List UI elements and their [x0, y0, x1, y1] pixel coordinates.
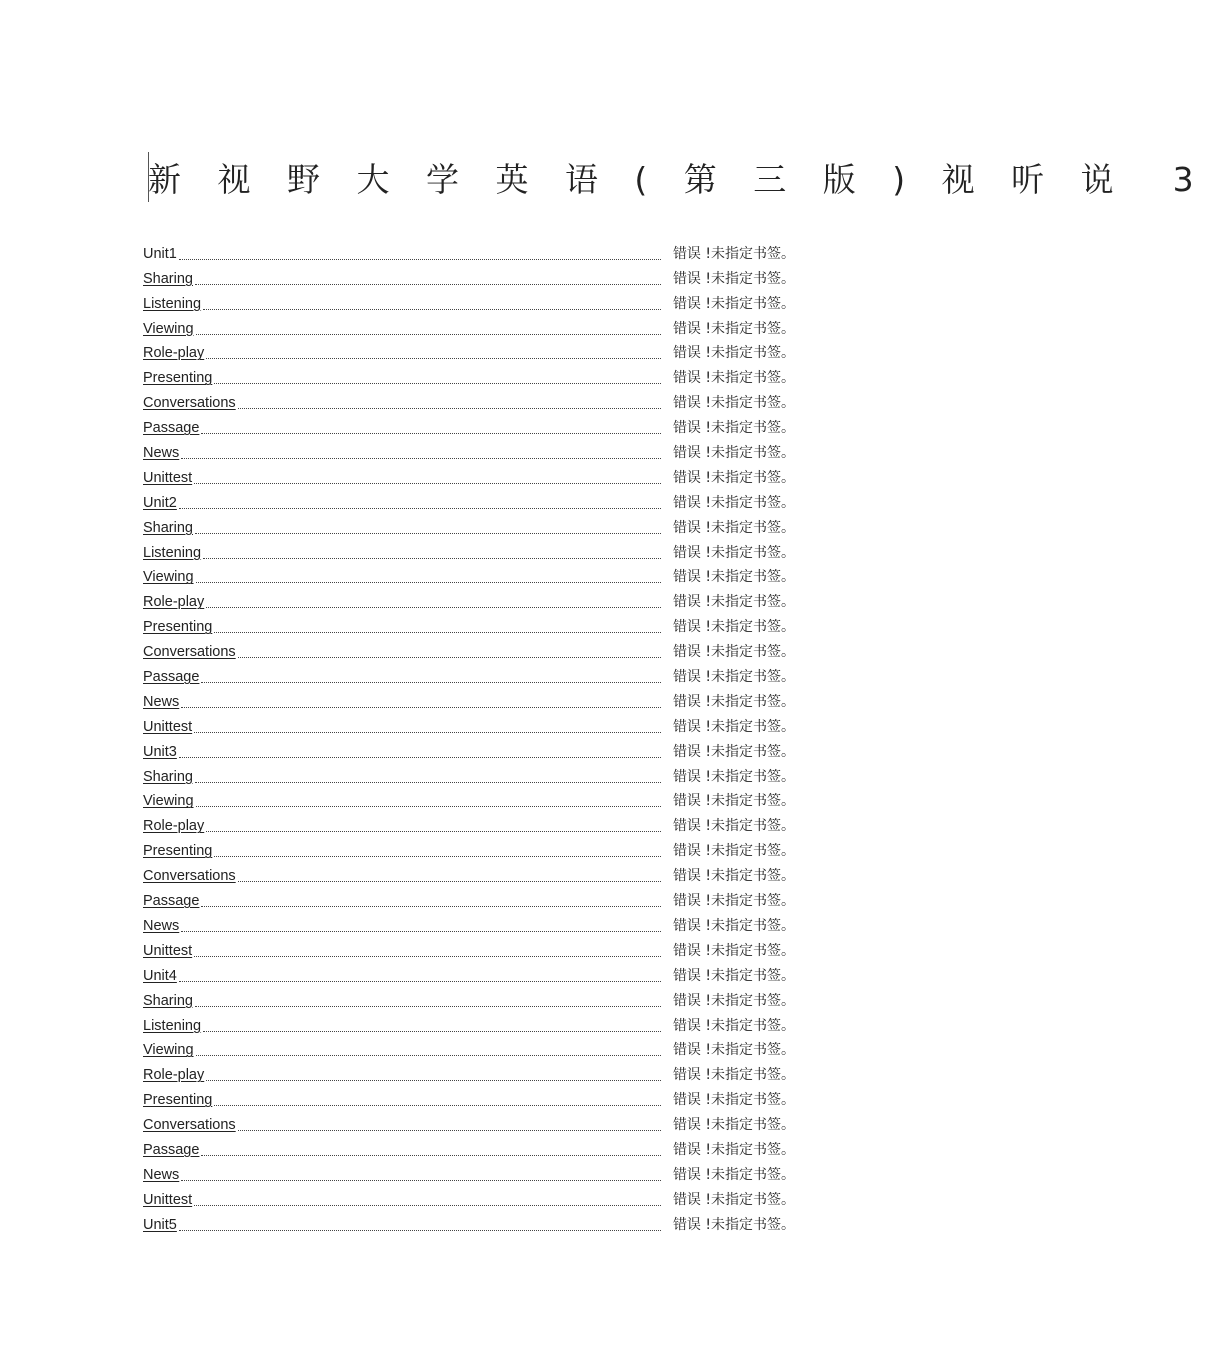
toc-entry[interactable]	[143, 1110, 795, 1135]
toc-entry-label[interactable]: Passage	[143, 669, 200, 686]
dot-leader	[194, 717, 661, 737]
toc-entry-page-ref: 错误 !未指定书签。	[672, 469, 795, 486]
dot-leader	[181, 692, 661, 712]
toc-entry[interactable]	[143, 687, 795, 712]
toc-entry-page-ref: 错误 !未指定书签。	[672, 644, 795, 661]
toc-entry-label[interactable]: Viewing	[143, 1042, 194, 1059]
toc-entry-label[interactable]: Passage	[143, 420, 200, 437]
dot-leader	[179, 966, 661, 986]
toc-entry-page-ref: 错误 !未指定书签。	[672, 917, 795, 934]
toc-entry-page-ref: 错误 !未指定书签。	[672, 992, 795, 1009]
toc-entry[interactable]	[143, 339, 795, 364]
toc-entry[interactable]	[143, 488, 795, 513]
dot-leader	[203, 1016, 661, 1036]
toc-entry[interactable]	[143, 936, 795, 961]
toc-entry-label[interactable]: Passage	[143, 1141, 200, 1158]
toc-entry[interactable]	[143, 1185, 795, 1210]
toc-entry-page-ref: 错误 !未指定书签。	[672, 868, 795, 885]
dot-leader	[203, 294, 661, 314]
toc-entry-page-ref: 错误 !未指定书签。	[672, 345, 795, 362]
dot-leader	[214, 617, 661, 637]
toc-entry-label[interactable]: Conversations	[143, 868, 236, 885]
toc-entry-page-ref: 错误 !未指定书签。	[672, 420, 795, 437]
toc-entry-label[interactable]: Unit4	[143, 967, 177, 984]
toc-entry-page-ref: 错误 !未指定书签。	[672, 942, 795, 959]
toc-entry[interactable]	[143, 563, 795, 588]
toc-entry-page-ref: 错误 !未指定书签。	[672, 245, 795, 262]
toc-entry[interactable]	[143, 587, 795, 612]
toc-entry-label[interactable]: Sharing	[143, 768, 193, 785]
toc-entry-label[interactable]: Listening	[143, 1017, 202, 1034]
toc-entry-page-ref: 错误 !未指定书签。	[672, 693, 795, 710]
toc-entry-page-ref: 错误 !未指定书签。	[672, 594, 795, 611]
toc-entry-label[interactable]: Unittest	[143, 469, 193, 486]
toc-entry[interactable]	[143, 413, 795, 438]
dot-leader	[238, 393, 661, 413]
dot-leader	[206, 343, 661, 363]
toc-entry-label[interactable]: News	[143, 917, 180, 934]
toc-entry-label[interactable]: Conversations	[143, 644, 236, 661]
toc-entry-page-ref: 错误 !未指定书签。	[672, 295, 795, 312]
toc-entry-label[interactable]: Unit3	[143, 743, 177, 760]
toc-entry-label[interactable]: Presenting	[143, 619, 213, 636]
toc-entry-page-ref: 错误 !未指定书签。	[672, 395, 795, 412]
toc-entry-page-ref: 错误 !未指定书签。	[672, 320, 795, 337]
toc-entry-label[interactable]: Unit2	[143, 494, 177, 511]
toc-entry-page-ref: 错误 !未指定书签。	[672, 669, 795, 686]
toc-entry-page-ref: 错误 !未指定书签。	[672, 768, 795, 785]
dot-leader	[194, 941, 661, 961]
dot-leader	[179, 244, 661, 264]
toc-entry-label[interactable]: Sharing	[143, 270, 193, 287]
dot-leader	[214, 1090, 661, 1110]
toc-entry[interactable]	[143, 911, 795, 936]
dot-leader	[195, 269, 661, 289]
toc-entry[interactable]	[143, 1036, 795, 1061]
toc-entry[interactable]	[143, 712, 795, 737]
toc-entry[interactable]	[143, 1060, 795, 1085]
toc-entry-label[interactable]: Role-play	[143, 345, 205, 362]
toc-entry-page-ref: 错误 !未指定书签。	[672, 893, 795, 910]
toc-entry[interactable]	[143, 1210, 795, 1235]
dot-leader	[201, 891, 661, 911]
toc-entry-page-ref: 错误 !未指定书签。	[672, 1117, 795, 1134]
dot-leader	[214, 841, 661, 861]
dot-leader	[206, 816, 661, 836]
toc-entry[interactable]	[143, 737, 795, 762]
toc-entry-label[interactable]: Listening	[143, 544, 202, 561]
toc-entry[interactable]	[143, 886, 795, 911]
dot-leader	[201, 667, 661, 687]
toc-entry-label: Unit1	[143, 245, 177, 262]
toc-entry-page-ref: 错误 !未指定书签。	[672, 445, 795, 462]
document-title: 新 视 野 大 学 英 语 ( 第 三 版 ) 视 听 说 3	[148, 160, 1207, 199]
dot-leader	[196, 319, 661, 339]
toc-entry[interactable]	[143, 538, 795, 563]
table-of-contents	[143, 239, 795, 1235]
toc-entry-label[interactable]: Conversations	[143, 395, 236, 412]
dot-leader	[179, 493, 661, 513]
dot-leader	[181, 916, 661, 936]
toc-entry-label[interactable]: Viewing	[143, 793, 194, 810]
toc-entry[interactable]	[143, 662, 795, 687]
toc-entry-page-ref: 错误 !未指定书签。	[672, 1166, 795, 1183]
dot-leader	[206, 592, 661, 612]
toc-entry-label[interactable]: Viewing	[143, 569, 194, 586]
toc-entry-page-ref: 错误 !未指定书签。	[672, 1191, 795, 1208]
toc-entry-label[interactable]: Conversations	[143, 1117, 236, 1134]
toc-entry-label[interactable]: Unittest	[143, 1191, 193, 1208]
toc-entry[interactable]	[143, 363, 795, 388]
toc-entry[interactable]	[143, 861, 795, 886]
toc-entry[interactable]	[143, 1085, 795, 1110]
toc-entry[interactable]	[143, 314, 795, 339]
toc-entry-label[interactable]: Unittest	[143, 942, 193, 959]
dot-leader	[181, 443, 661, 463]
toc-entry-label[interactable]: Role-play	[143, 594, 205, 611]
toc-entry[interactable]	[143, 811, 795, 836]
dot-leader	[196, 567, 661, 587]
toc-entry-label[interactable]: Viewing	[143, 320, 194, 337]
dot-leader	[206, 1065, 661, 1085]
toc-entry[interactable]	[143, 637, 795, 662]
dot-leader	[181, 1165, 661, 1185]
toc-entry-page-ref: 错误 !未指定书签。	[672, 718, 795, 735]
toc-entry-page-ref: 错误 !未指定书签。	[672, 843, 795, 860]
dot-leader	[201, 1140, 661, 1160]
toc-entry-label[interactable]: News	[143, 1166, 180, 1183]
toc-entry[interactable]	[143, 836, 795, 861]
toc-entry-page-ref: 错误 !未指定书签。	[672, 1017, 795, 1034]
toc-entry-page-ref: 错误 !未指定书签。	[672, 569, 795, 586]
dot-leader	[179, 1215, 661, 1235]
dot-leader	[238, 866, 661, 886]
toc-entry-label[interactable]: Presenting	[143, 370, 213, 387]
toc-entry-label[interactable]: Presenting	[143, 843, 213, 860]
toc-entry[interactable]	[143, 986, 795, 1011]
toc-entry-page-ref: 错误 !未指定书签。	[672, 1216, 795, 1233]
toc-entry[interactable]	[143, 612, 795, 637]
toc-entry-label[interactable]: Presenting	[143, 1092, 213, 1109]
toc-entry[interactable]	[143, 961, 795, 986]
toc-entry-label[interactable]: Unit5	[143, 1216, 177, 1233]
toc-entry-page-ref: 错误 !未指定书签。	[672, 1092, 795, 1109]
toc-entry-label[interactable]: Listening	[143, 295, 202, 312]
dot-leader	[195, 767, 661, 787]
toc-entry[interactable]	[143, 1160, 795, 1185]
toc-entry[interactable]	[143, 787, 795, 812]
toc-entry-label[interactable]: Role-play	[143, 1067, 205, 1084]
dot-leader	[179, 742, 661, 762]
toc-entry-label[interactable]: Role-play	[143, 818, 205, 835]
toc-entry-page-ref: 错误 !未指定书签。	[672, 818, 795, 835]
toc-entry-label[interactable]: Passage	[143, 893, 200, 910]
dot-leader	[194, 1190, 661, 1210]
toc-entry[interactable]	[143, 1011, 795, 1036]
dot-leader	[238, 1115, 661, 1135]
toc-entry-page-ref: 错误 !未指定书签。	[672, 519, 795, 536]
toc-entry[interactable]	[143, 463, 795, 488]
toc-entry-label[interactable]: News	[143, 445, 180, 462]
toc-entry-page-ref: 错误 !未指定书签。	[672, 544, 795, 561]
toc-entry-page-ref: 错误 !未指定书签。	[672, 1067, 795, 1084]
toc-entry-page-ref: 错误 !未指定书签。	[672, 370, 795, 387]
toc-entry-label[interactable]: Sharing	[143, 519, 193, 536]
toc-entry-page-ref: 错误 !未指定书签。	[672, 270, 795, 287]
toc-entry-page-ref: 错误 !未指定书签。	[672, 743, 795, 760]
toc-entry-page-ref: 错误 !未指定书签。	[672, 619, 795, 636]
dot-leader	[238, 642, 661, 662]
toc-entry[interactable]	[143, 513, 795, 538]
dot-leader	[203, 543, 661, 563]
toc-entry-label[interactable]: Sharing	[143, 992, 193, 1009]
dot-leader	[201, 418, 661, 438]
toc-entry-page-ref: 错误 !未指定书签。	[672, 494, 795, 511]
toc-entry-page-ref: 错误 !未指定书签。	[672, 793, 795, 810]
toc-entry[interactable]	[143, 264, 795, 289]
dot-leader	[196, 1040, 661, 1060]
toc-entry[interactable]	[143, 239, 795, 264]
toc-entry-page-ref: 错误 !未指定书签。	[672, 1042, 795, 1059]
toc-entry-page-ref: 错误 !未指定书签。	[672, 1141, 795, 1158]
toc-entry[interactable]	[143, 438, 795, 463]
dot-leader	[196, 791, 661, 811]
dot-leader	[214, 368, 661, 388]
toc-entry-page-ref: 错误 !未指定书签。	[672, 967, 795, 984]
toc-entry[interactable]	[143, 388, 795, 413]
toc-entry[interactable]	[143, 1135, 795, 1160]
toc-entry-label[interactable]: Unittest	[143, 718, 193, 735]
toc-entry[interactable]	[143, 289, 795, 314]
toc-entry[interactable]	[143, 762, 795, 787]
dot-leader	[194, 468, 661, 488]
toc-entry-label[interactable]: News	[143, 693, 180, 710]
dot-leader	[195, 518, 661, 538]
dot-leader	[195, 991, 661, 1011]
